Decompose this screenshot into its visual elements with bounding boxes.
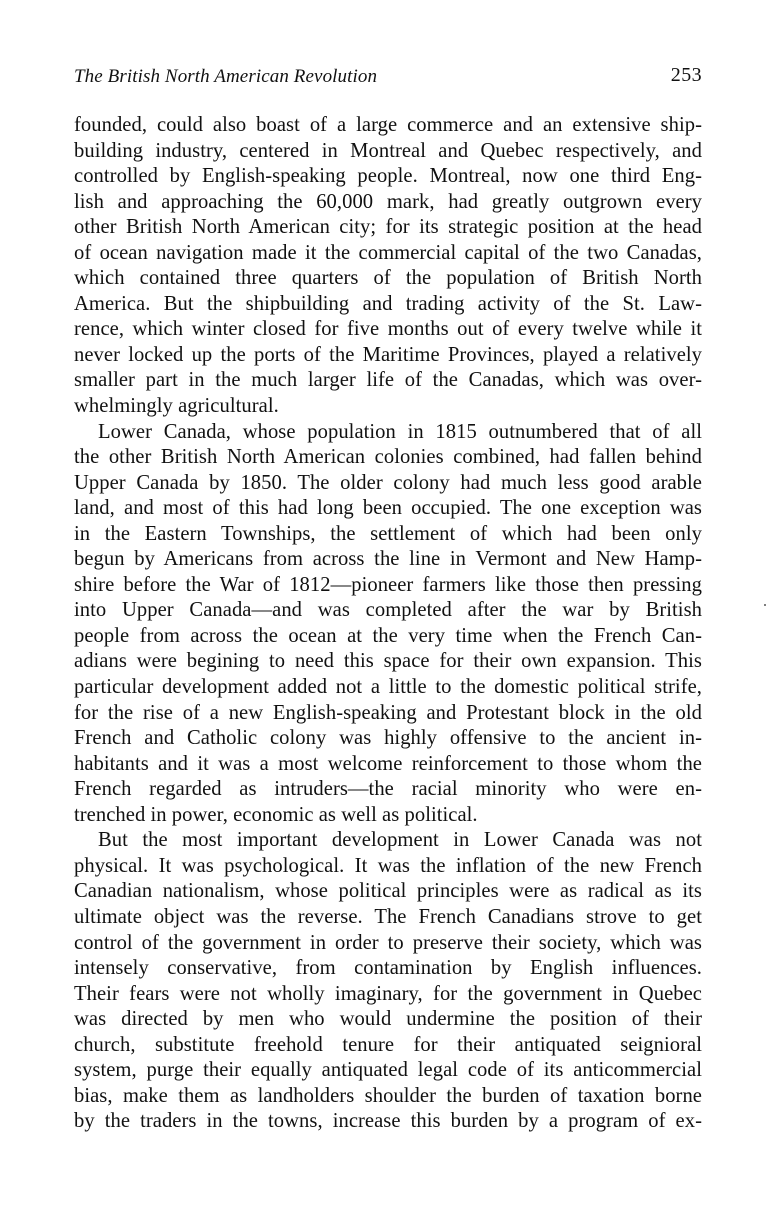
paragraph-2 bbox=[74, 420, 702, 829]
paragraph-1 bbox=[74, 113, 702, 420]
text-line: controlled by English-speaking people. Montreal, now one third Eng- bbox=[74, 165, 702, 188]
text-line: system, purge their equally antiquated legal code of its anticommercial bbox=[74, 1059, 702, 1082]
text-line: people from across the ocean at the very time when the French Can- bbox=[74, 624, 702, 647]
text-line: whelmingly agricultural. bbox=[74, 395, 279, 418]
text-line: which contained three quarters of the population of British North bbox=[74, 267, 702, 290]
text-line: of ocean navigation made it the commercial capital of the two Canadas, bbox=[74, 241, 702, 264]
text-line: French regarded as intruders—the racial minority who were en- bbox=[74, 778, 702, 801]
text-line: ultimate object was the reverse. The French Canadians strove to get bbox=[74, 905, 702, 928]
text-line: Their fears were not wholly imaginary, for the government in Quebec bbox=[74, 982, 702, 1005]
text-line: building industry, centered in Montreal and Quebec respectively, and bbox=[74, 139, 702, 162]
text-line: habitants and it was a most welcome reinforcement to those whom the bbox=[74, 752, 702, 775]
text-line: for the rise of a new English-speaking and Protestant block in the old bbox=[74, 701, 702, 724]
print-speck bbox=[764, 604, 766, 606]
page-number: 253 bbox=[670, 64, 702, 86]
text-line: Upper Canada by 1850. The older colony had much less good arable bbox=[74, 471, 702, 494]
text-line: physical. It was psychological. It was the inflation of the new French bbox=[74, 854, 702, 877]
text-line: smaller part in the much larger life of the Canadas, which was over- bbox=[74, 369, 702, 392]
text-line: America. But the shipbuilding and trading activity of the St. Law- bbox=[74, 292, 702, 315]
text-line: rence, which winter closed for five months out of every twelve while it bbox=[74, 318, 702, 341]
text-line: intensely conservative, from contamination by English influences. bbox=[74, 957, 702, 980]
running-head bbox=[74, 66, 702, 96]
text-line: Lower Canada, whose population in 1815 outnumbered that of all bbox=[98, 420, 702, 443]
text-line: shire before the War of 1812—pioneer farmers like those then pressing bbox=[74, 573, 702, 596]
text-line: into Upper Canada—and was completed after the war by British bbox=[74, 599, 702, 622]
text-line: lish and approaching the 60,000 mark, had greatly outgrown every bbox=[74, 190, 702, 213]
text-line: particular development added not a little to the domestic political strife, bbox=[74, 676, 702, 699]
text-line: founded, could also boast of a large commerce and an extensive ship- bbox=[74, 114, 702, 136]
paragraph-3 bbox=[74, 828, 702, 1135]
text-line: church, substitute freehold tenure for their antiquated seignioral bbox=[74, 1033, 702, 1056]
text-line: by the traders in the towns, increase this burden by a program of ex- bbox=[74, 1110, 702, 1133]
text-line: begun by Americans from across the line in Vermont and New Hamp- bbox=[74, 548, 702, 571]
text-line: French and Catholic colony was highly offensive to the ancient in- bbox=[74, 727, 702, 750]
text-line: control of the government in order to preserve their society, which was bbox=[74, 931, 702, 954]
text-line: adians were begining to need this space for their own expansion. This bbox=[74, 650, 702, 673]
text-line: never locked up the ports of the Maritime Provinces, played a relatively bbox=[74, 343, 702, 366]
text-line: was directed by men who would undermine the position of their bbox=[74, 1008, 702, 1031]
text-line: in the Eastern Townships, the settlement of which had been only bbox=[74, 522, 702, 545]
text-line: bias, make them as landholders shoulder the burden of taxation borne bbox=[74, 1084, 702, 1107]
text-line: the other British North American colonies combined, had fallen behind bbox=[74, 446, 702, 469]
text-line: Canadian nationalism, whose political principles were as radical as its bbox=[74, 880, 702, 903]
text-line: land, and most of this had long been occupied. The one exception was bbox=[74, 497, 702, 520]
body-text bbox=[74, 113, 702, 1135]
text-line: trenched in power, economic as well as political. bbox=[74, 803, 478, 826]
text-line: other British North American city; for its strategic position at the head bbox=[74, 216, 702, 239]
text-line: But the most important development in Lower Canada was not bbox=[98, 829, 702, 852]
running-title: The British North American Revolution bbox=[74, 66, 378, 87]
